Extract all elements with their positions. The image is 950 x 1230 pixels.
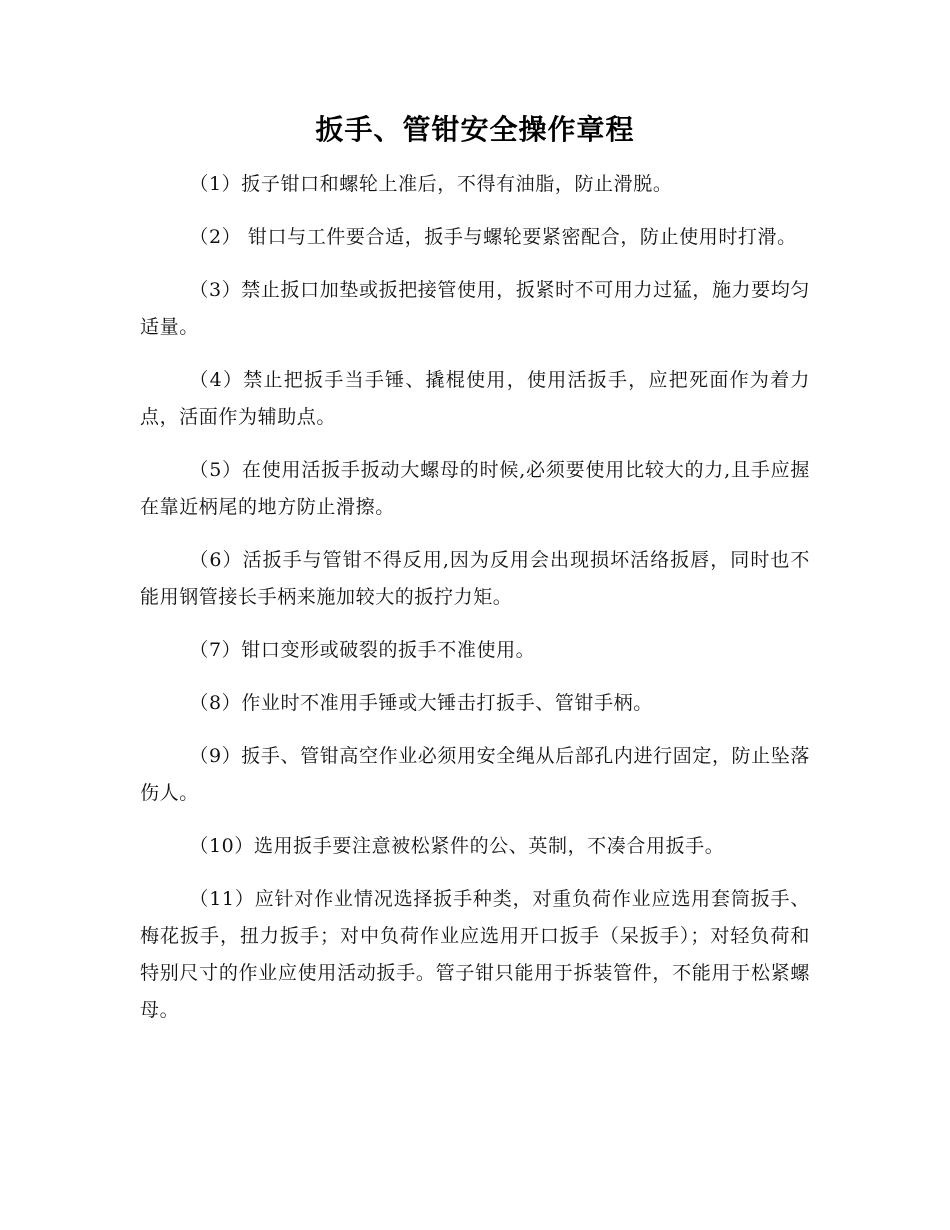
paragraph-8: （8）作业时不准用手锤或大锤击打扳手、管钳手柄。	[189, 692, 653, 714]
paragraph-10: （10）选用扳手要注意被松紧件的公、英制，不凑合用扳手。	[189, 835, 725, 857]
paragraph-4: （4）禁止把扳手当手锤、撬棍使用，使用活扳手，应把死面作为着力点，活面作为辅助点。	[140, 369, 810, 428]
paragraph-11: （11）应针对作业情况选择扳手种类，对重负荷作业应选用套筒扳手、梅花扳手，扭力扳手；对中负荷作业应选用开口扳手（呆扳手）；对轻负荷和特别尺寸的作业应使用活动扳手。管子钳只能用于拆装管件，不能用于松紧螺母。	[140, 888, 810, 1021]
paragraph-5: （5）在使用活扳手扳动大螺母的时候,必须要使用比较大的力,且手应握在靠近柄尾的地方防止滑擦。	[140, 459, 810, 518]
document-body	[140, 166, 810, 1045]
paragraph-6: （6）活扳手与管钳不得反用,因为反用会出现损坏活络扳唇，同时也不能用钢管接长手柄来施加较大的扳拧力矩。	[140, 549, 810, 608]
document-title: 扳手、管钳安全操作章程	[315, 113, 635, 146]
paragraph-1: （1）扳子钳口和螺轮上准后，不得有油脂，防止滑脱。	[189, 173, 673, 195]
paragraph-2: （2） 钳口与工件要合适，扳手与螺轮要紧密配合，防止使用时打滑。	[189, 226, 797, 248]
paragraph-9: （9）扳手、管钳高空作业必须用安全绳从后部孔内进行固定，防止坠落伤人。	[140, 745, 810, 804]
paragraph-3: （3）禁止扳口加垫或扳把接管使用，扳紧时不可用力过猛，施力要均匀适量。	[140, 279, 810, 338]
paragraph-7: （7）钳口变形或破裂的扳手不准使用。	[189, 639, 536, 661]
